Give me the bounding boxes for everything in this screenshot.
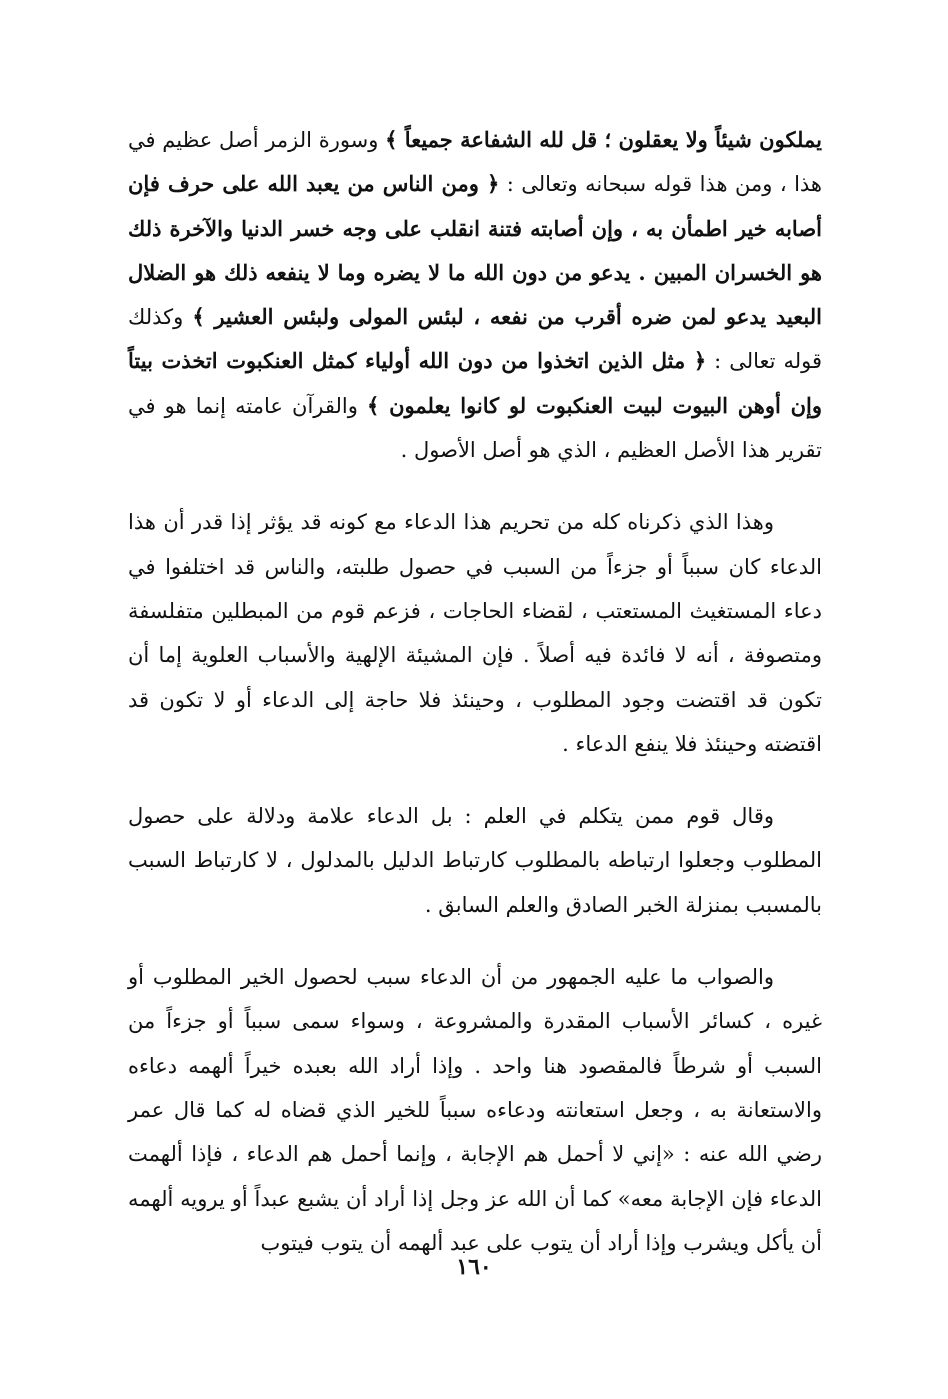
quran-quote: يملكون شيئاً ولا يعقلون ؛ قل لله الشفاعة جميعاً ﴾ [385,127,822,152]
paragraph-1 [128,118,822,472]
paragraph-4 [128,955,822,1265]
body-text: وهذا الذي ذكرناه كله من تحريم هذا الدعاء مع كونه قد يؤثر إذا قدر أن هذا الدعاء كان سبباً أو جزءاً من السبب في حصول طلبته، والناس قد اختلفوا في دعاء المستغيث المستعتب ، لقضاء الحاجات ، فزعم قوم من المبطلين متفلسفة ومتصوفة ، أنه لا فائدة فيه أصلاً . فإن المشيئة الإلهية والأسباب العلوية إما أن تكون قد اقتضت وجود المطلوب ، وحينئذ فلا حاجة إلى الدعاء أو لا تكون قد اقتضته وحينئذ فلا ينفع الدعاء . [128,510,822,756]
quran-quote: ﴿ ومن الناس من يعبد الله على حرف فإن أصابه خير اطمأن به ، وإن أصابته فتنة انقلب على وجه خسر الدنيا والآخرة ذلك هو الخسران المبين . يدعو من دون الله ما لا يضره وما لا ينفعه ذلك هو الضلال البعيد يدعو لمن ضره أقرب من نفعه ، لبئس المولى ولبئس العشير ﴾ [128,171,822,330]
body-text: والصواب ما عليه الجمهور من أن الدعاء سبب لحصول الخير المطلوب أو غيره ، كسائر الأسباب المقدرة والمشروعة ، وسواء سمى سبباً أو جزءاً من السبب أو شرطاً فالمقصود هنا واحد . وإذا أراد الله بعبده خيراً ألهمه دعاءه والاستعانة به ، وجعل استعانته ودعاءه سبباً للخير الذي قضاه له كما قال عمر رضي الله عنه : «إني لا أحمل هم الإجابة ، وإنما أحمل هم الدعاء ، فإذا ألهمت الدعاء فإن الإجابة معه» كما أن الله عز وجل إذا أراد أن يشبع عبداً أو يرويه ألهمه أن يأكل ويشرب وإذا أراد أن يتوب على عبد ألهمه أن يتوب فيتوب [128,965,822,1255]
body-text: وكذلك قوله تعالى : [128,305,822,374]
body-text: وسورة الزمر أصل عظيم في هذا ، ومن هذا قوله سبحانه وتعالى : [128,128,823,197]
body-text: وقال قوم ممن يتكلم في العلم : بل الدعاء علامة ودلالة على حصول المطلوب وجعلوا ارتباطه بالمطلوب كارتباط الدليل بالمدلول ، لا كارتباط السبب بالمسبب بمنزلة الخبر الصادق والعلم السابق . [128,804,822,917]
body-text: والقرآن عامته إنما هو في تقرير هذا الأصل العظيم ، الذي هو أصل الأصول . [128,393,822,463]
paragraph-3 [128,794,822,927]
page-number: ١٦٠ [456,1254,492,1280]
page-body [128,118,822,1265]
quran-quote: ﴿ مثل الذين اتخذوا من دون الله أولياء كمثل العنكبوت اتخذت بيتاً وإن أوهن البيوت لبيت العنكبوت لو كانوا يعلمون ﴾ [128,348,822,418]
paragraph-2 [128,500,822,766]
